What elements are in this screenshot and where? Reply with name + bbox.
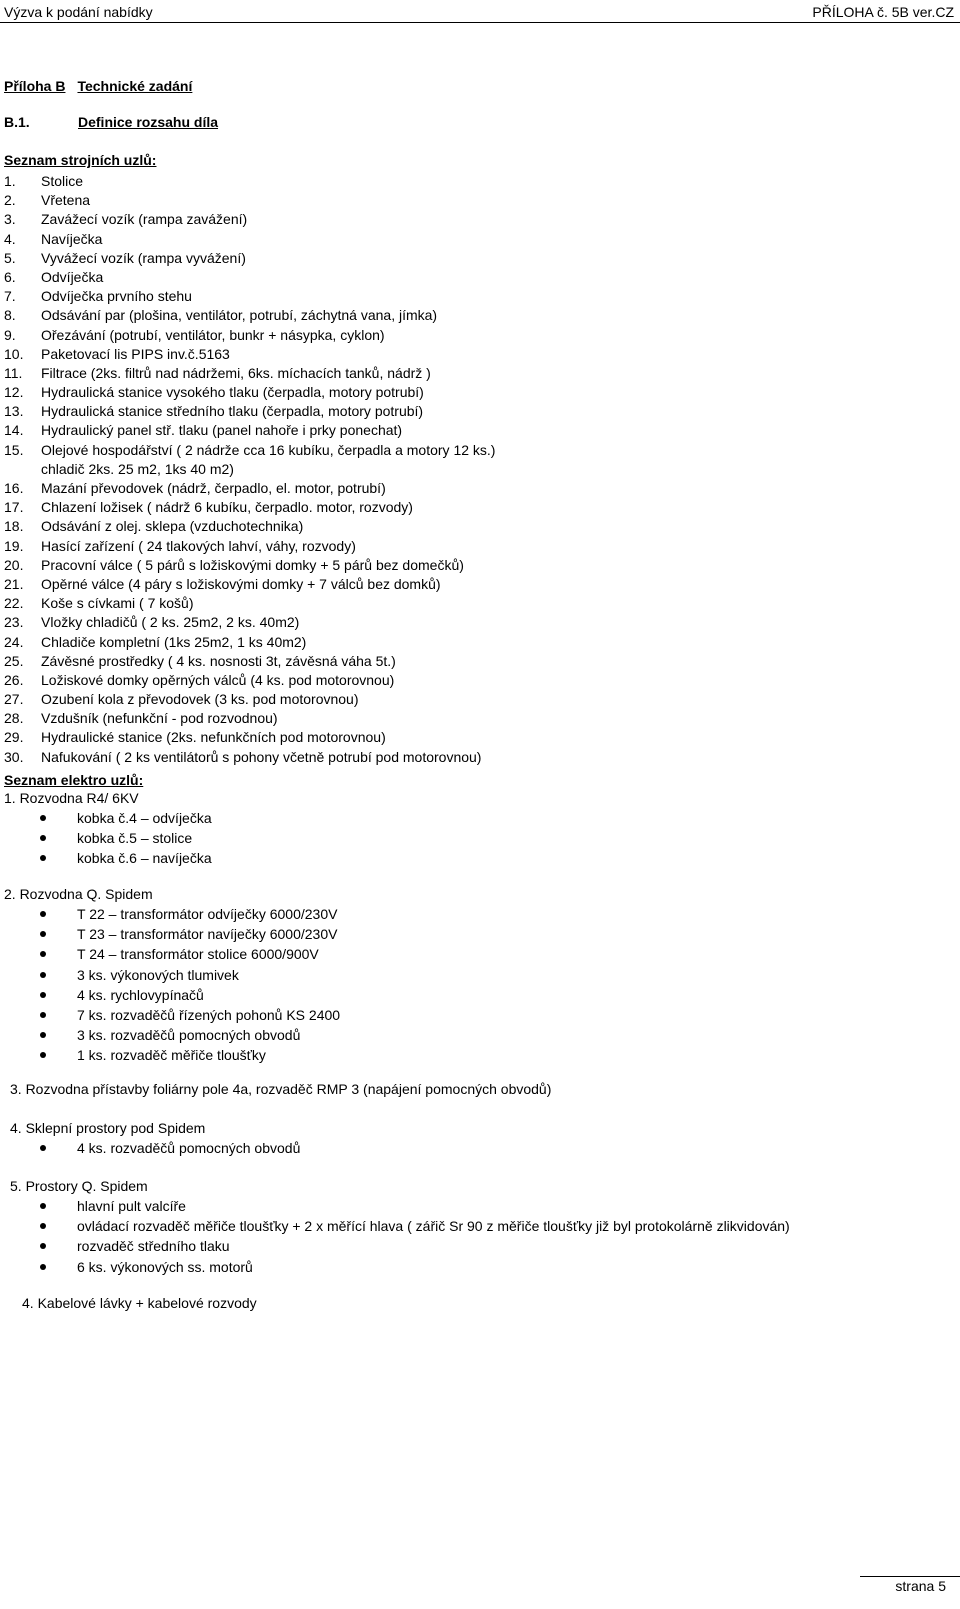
electrical-group-title: 4. Kabelové lávky + kabelové rozvody <box>22 1295 257 1311</box>
mechanical-item <box>4 421 495 440</box>
mechanical-item <box>4 287 495 306</box>
mechanical-item <box>4 517 495 536</box>
item-number: 4. <box>4 230 16 247</box>
mechanical-item <box>4 268 495 287</box>
mechanical-item <box>4 690 495 709</box>
item-text: Ozubení kola z převodovek (3 ks. pod motorovnou) <box>41 691 359 708</box>
electrical-group-items <box>40 1138 300 1158</box>
mechanical-item <box>4 210 495 229</box>
electrical-item <box>40 904 340 924</box>
electrical-group-title: 3. Rozvodna přístavby foliárny pole 4a, rozvaděč RMP 3 (napájení pomocných obvodů) <box>10 1081 552 1097</box>
bullet-icon <box>40 835 46 841</box>
mechanical-item <box>4 728 495 747</box>
electrical-item <box>40 944 340 964</box>
appendix-name: Technické zadání <box>77 78 193 94</box>
bullet-icon <box>40 992 46 998</box>
electrical-item <box>40 985 340 1005</box>
bullet-icon <box>40 1243 46 1249</box>
mechanical-item <box>4 613 495 632</box>
item-text: Odsávání z olej. sklepa (vzduchotechnika) <box>41 518 304 535</box>
page-header <box>0 0 960 23</box>
mechanical-item <box>4 575 495 594</box>
mechanical-item <box>4 306 495 325</box>
electrical-item <box>40 1236 790 1256</box>
item-text: Ořezávání (potrubí, ventilátor, bunkr + násypka, cyklon) <box>41 326 385 343</box>
electrical-item-text: 4 ks. rychlovypínačů <box>77 986 204 1003</box>
item-text: Mazání převodovek (nádrž, čerpadlo, el. motor, potrubí) <box>41 480 386 497</box>
item-number: 21. <box>4 575 24 592</box>
item-number: 25. <box>4 652 24 669</box>
mechanical-item <box>4 383 495 402</box>
item-number: 5. <box>4 249 16 266</box>
electrical-item-text: kobka č.6 – navíječka <box>77 850 212 867</box>
electrical-item <box>40 1196 790 1216</box>
item-number: 27. <box>4 691 24 708</box>
item-number: 10. <box>4 345 24 362</box>
bullet-icon <box>40 1264 46 1270</box>
item-number: 17. <box>4 499 24 516</box>
electrical-item-text: hlavní pult valcíře <box>77 1198 186 1214</box>
section-number: B.1. <box>4 114 30 130</box>
mechanical-item <box>4 709 495 728</box>
item-text: Pracovní válce ( 5 párů s ložiskovými domky + 5 párů bez domečků) <box>41 556 464 573</box>
item-text: Vložky chladičů ( 2 ks. 25m2, 2 ks. 40m2) <box>41 614 300 631</box>
mechanical-item <box>4 633 495 652</box>
mechanical-item <box>4 441 495 479</box>
item-text: Závěsné prostředky ( 4 ks. nosnosti 3t, závěsná váha 5t.) <box>41 652 396 669</box>
item-text: Chlazení ložisek ( nádrž 6 kubíku, čerpadlo. motor, rozvody) <box>41 499 413 516</box>
electrical-item-text: 4 ks. rozvaděčů pomocných obvodů <box>77 1140 301 1156</box>
electrical-item <box>40 1216 790 1236</box>
bullet-icon <box>40 1052 46 1058</box>
electrical-item-text: T 22 – transformátor odvíječky 6000/230V <box>77 906 338 922</box>
item-text: Hydraulická stanice středního tlaku (čerpadla, motory potrubí) <box>41 403 424 420</box>
item-text: Vřetena <box>41 192 91 209</box>
electrical-item <box>40 1005 340 1025</box>
item-number: 7. <box>4 288 16 305</box>
item-number: 12. <box>4 384 24 401</box>
item-text: Hasící zařízení ( 24 tlakových lahví, váhy, rozvody) <box>41 537 356 554</box>
item-text: Stolice <box>41 173 84 189</box>
electrical-item-text: 6 ks. výkonových ss. motorů <box>77 1258 253 1275</box>
mechanical-list <box>4 172 495 767</box>
mechanical-item <box>4 345 495 364</box>
mechanical-item <box>4 498 495 517</box>
electrical-group-items <box>40 1196 790 1277</box>
bullet-icon <box>40 1012 46 1018</box>
electrical-group-items <box>40 904 340 1066</box>
item-number: 14. <box>4 422 24 439</box>
mechanical-item <box>4 364 495 383</box>
item-number: 26. <box>4 671 24 688</box>
electrical-item-text: kobka č.4 – odvíječka <box>77 810 212 826</box>
mechanical-item <box>4 479 495 498</box>
electrical-item-text: rozvaděč středního tlaku <box>77 1238 230 1255</box>
mechanical-item <box>4 652 495 671</box>
mechanical-item <box>4 671 495 690</box>
bullet-icon <box>40 931 46 937</box>
item-number: 6. <box>4 268 16 285</box>
electrical-item <box>40 1025 340 1045</box>
appendix-prefix: Příloha B <box>4 78 66 94</box>
item-text: Hydraulický panel stř. tlaku (panel nahoře i prky ponechat) <box>41 422 403 439</box>
item-number: 11. <box>4 364 23 381</box>
item-number: 20. <box>4 556 24 573</box>
item-text-continued: chladič 2ks. 25 m2, 1ks 40 m2) <box>41 460 234 477</box>
electrical-group-title: 4. Sklepní prostory pod Spidem <box>10 1120 206 1136</box>
electrical-item-text: 3 ks. rozvaděčů pomocných obvodů <box>77 1027 301 1044</box>
section-title <box>4 114 218 130</box>
item-text: Hydraulická stanice vysokého tlaku (čerpadla, motory potrubí) <box>41 384 424 401</box>
item-number: 13. <box>4 403 24 420</box>
item-text: Filtrace (2ks. filtrů nad nádržemi, 6ks. míchacích tanků, nádrž ) <box>41 364 431 381</box>
section-name: Definice rozsahu díla <box>78 114 219 130</box>
electrical-item-text: T 24 – transformátor stolice 6000/900V <box>77 946 319 963</box>
item-text: Opěrné válce (4 páry s ložiskovými domky + 7 válců bez domků) <box>41 575 441 592</box>
item-text: Vyvážecí vozík (rampa vyvážení) <box>41 249 246 266</box>
electrical-group-title: 1. Rozvodna R4/ 6KV <box>4 790 139 806</box>
header-left-text: Výzva k podání nabídky <box>4 4 153 20</box>
item-text: Hydraulické stanice (2ks. nefunkčních pod motorovnou) <box>41 729 386 746</box>
electrical-item <box>40 965 340 985</box>
item-number: 22. <box>4 595 24 612</box>
electrical-group-title: 2. Rozvodna Q. Spidem <box>4 886 153 902</box>
electrical-group-items <box>40 808 212 869</box>
mechanical-item <box>4 748 495 767</box>
item-text: Koše s cívkami ( 7 košů) <box>41 595 194 612</box>
item-text: Odvíječka prvního stehu <box>41 288 192 305</box>
mechanical-heading: Seznam strojních uzlů: <box>4 152 157 168</box>
item-number: 24. <box>4 633 24 650</box>
electrical-item-text: 3 ks. výkonových tlumivek <box>77 966 239 983</box>
item-number: 19. <box>4 537 24 554</box>
item-text: Vzdušník (nefunkční - pod rozvodnou) <box>41 710 278 727</box>
bullet-icon <box>40 815 46 821</box>
mechanical-item <box>4 594 495 613</box>
item-number: 9. <box>4 326 16 343</box>
bullet-icon <box>40 1223 46 1229</box>
item-number: 28. <box>4 710 24 727</box>
bullet-icon <box>40 1032 46 1038</box>
item-number: 1. <box>4 173 16 189</box>
item-text: Olejové hospodářství ( 2 nádrže cca 16 kubíku, čerpadla a motory 12 ks.) <box>41 441 496 458</box>
appendix-title <box>4 78 192 94</box>
item-text: Chladiče kompletní (1ks 25m2, 1 ks 40m2) <box>41 633 307 650</box>
mechanical-item <box>4 537 495 556</box>
electrical-item <box>40 828 212 848</box>
item-text: Zavážecí vozík (rampa zavážení) <box>41 211 248 228</box>
electrical-item-text: 7 ks. rozvaděčů řízených pohonů KS 2400 <box>77 1006 341 1023</box>
mechanical-item <box>4 402 495 421</box>
bullet-icon <box>40 972 46 978</box>
electrical-item-text: 1 ks. rozvaděč měřiče tloušťky <box>77 1047 266 1064</box>
item-text: Paketovací lis PIPS inv.č.5163 <box>41 345 230 362</box>
item-text: Nafukování ( 2 ks ventilátorů s pohony včetně potrubí pod motorovnou) <box>41 748 482 765</box>
item-number: 15. <box>4 441 24 458</box>
item-number: 23. <box>4 614 24 631</box>
footer-rule <box>860 1576 960 1577</box>
item-number: 2. <box>4 192 16 209</box>
mechanical-item <box>4 230 495 249</box>
item-text: Odsávání par (plošina, ventilátor, potrubí, záchytná vana, jímka) <box>41 307 438 324</box>
mechanical-item <box>4 249 495 268</box>
item-number: 16. <box>4 480 24 497</box>
electrical-item <box>40 1138 300 1158</box>
bullet-icon <box>40 1145 46 1151</box>
item-number: 30. <box>4 748 24 765</box>
mechanical-item <box>4 326 495 345</box>
electrical-item <box>40 1257 790 1277</box>
header-right-text: PŘÍLOHA č. 5B ver.CZ <box>812 4 954 20</box>
electrical-item <box>40 848 212 868</box>
electrical-item <box>40 924 340 944</box>
item-text: Odvíječka <box>41 268 104 285</box>
page-number: strana 5 <box>895 1578 946 1594</box>
bullet-icon <box>40 855 46 861</box>
electrical-item-text: T 23 – transformátor navíječky 6000/230V <box>77 926 338 943</box>
electrical-group-title: 5. Prostory Q. Spidem <box>10 1178 148 1194</box>
electrical-item <box>40 808 212 828</box>
item-text: Ložiskové domky opěrných válců (4 ks. pod motorovnou) <box>41 671 395 688</box>
item-number: 18. <box>4 518 24 535</box>
item-number: 8. <box>4 307 16 324</box>
bullet-icon <box>40 951 46 957</box>
bullet-icon <box>40 911 46 917</box>
electrical-item-text: kobka č.5 – stolice <box>77 830 193 847</box>
mechanical-item <box>4 172 495 191</box>
mechanical-item <box>4 191 495 210</box>
electrical-item-text: ovládací rozvaděč měřiče tloušťky + 2 x měřící hlava ( zářič Sr 90 z měřiče tloušťky již byl protokolárně zlikvidován) <box>77 1218 790 1235</box>
electrical-heading: Seznam elektro uzlů: <box>4 772 144 788</box>
mechanical-item <box>4 556 495 575</box>
bullet-icon <box>40 1203 46 1209</box>
electrical-item <box>40 1045 340 1065</box>
item-text: Navíječka <box>41 230 103 247</box>
item-number: 29. <box>4 729 24 746</box>
item-number: 3. <box>4 211 16 228</box>
